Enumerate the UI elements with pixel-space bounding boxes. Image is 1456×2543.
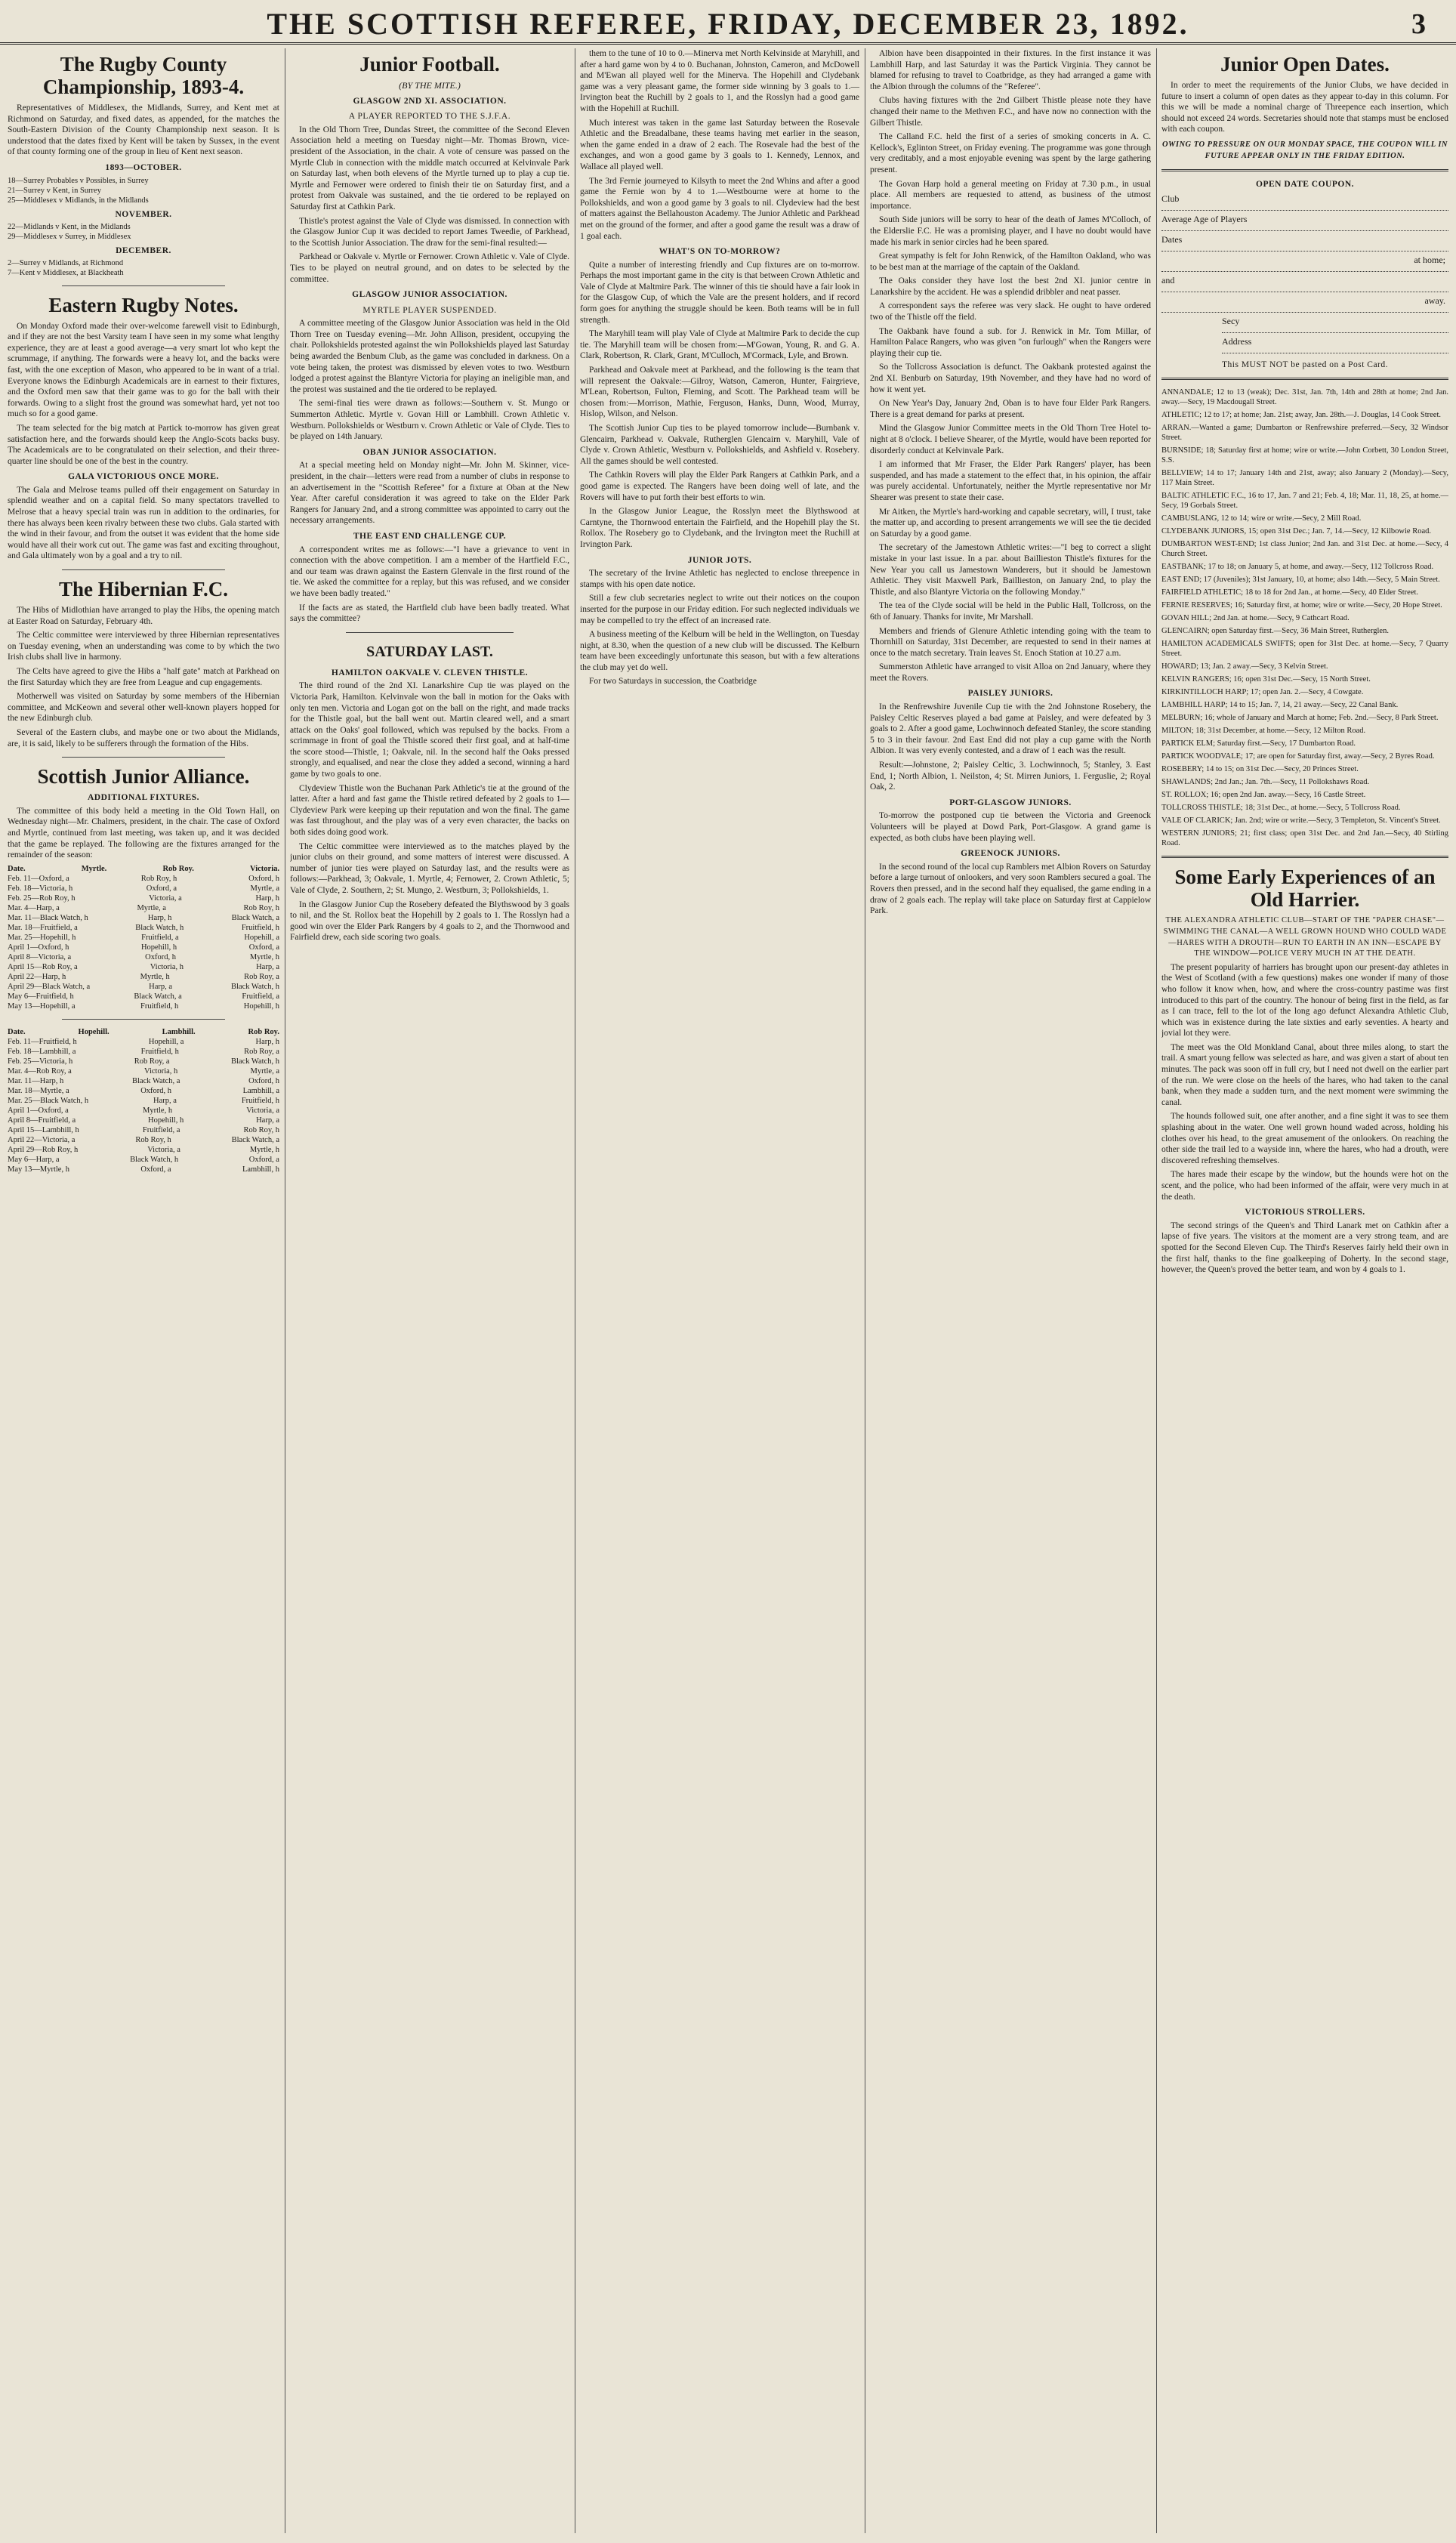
open-date-entry: KIRKINTILLOCH HARP; 17; open Jan. 2.—Secy, 4 Cowgate.: [1161, 688, 1364, 697]
fixtures-table-cell: Hopehill, h: [147, 1116, 184, 1125]
fixtures-table-cell: Mar. 25—Black Watch, h: [8, 1096, 89, 1105]
fixtures-table-header-cell: Date.: [8, 1027, 26, 1036]
coupon-field-age: Average Age of Players: [1161, 214, 1448, 231]
fixtures-table-cell: Myrtle, h: [249, 952, 279, 961]
article-paragraph: The committee of this body held a meeting in the Old Town Hall, on Wednesday night—Mr. Chalmers, president, in the chair. The case of Oxford and Myrtle, continued from last meeting, was taken up, and it was decided that the game be replayed. The following are the fixtures arranged for the remainder of the season:: [8, 806, 279, 860]
article-paragraph: I am informed that Mr Fraser, the Elder Park Rangers' player, has been suspended, and has made a statement to the effect that, in his opinion, the affair was purely accidental. Unfortunately, neither the Myrtle representative nor Mr Shearer was present to state their case.: [870, 460, 1151, 502]
divider: [1161, 378, 1448, 380]
column-rule: [1156, 48, 1157, 2533]
open-date-entry: WESTERN JUNIORS; 21; first class; open 31st Dec. and 2nd Jan.—Secy, 40 Stirling Road.: [1161, 829, 1448, 848]
fixtures-table-cell: Myrtle, h: [140, 972, 170, 981]
fixtures-table-row: [8, 1145, 279, 1155]
open-date-entry: BELLVIEW; 14 to 17; January 14th and 21st, away; also January 2 (Monday).—Secy, 117 Main Street.: [1161, 469, 1448, 488]
fixtures-table-cell: Rob Roy, h: [243, 1125, 279, 1134]
subheading: GALA VICTORIOUS ONCE MORE.: [68, 472, 219, 482]
open-dates-list: [1161, 387, 1448, 848]
fixtures-table-header-cell: Rob Roy.: [248, 1027, 279, 1036]
fixtures-table-row: [8, 1135, 279, 1145]
open-date-entry: KELVIN RANGERS; 16; open 31st Dec.—Secy, 15 North Street.: [1161, 675, 1371, 684]
divider: [62, 757, 225, 758]
article-paragraph: Parkhead or Oakvale v. Myrtle or Fernower. Crown Athletic v. Vale of Clyde. Ties to be played on neutral ground, and on dates to be selected by the committee.: [290, 252, 569, 284]
column-5: [1161, 48, 1448, 2533]
fixtures-table-row: [8, 1116, 279, 1125]
fixtures-table-row: [8, 1155, 279, 1165]
open-date-entry: MELBURN; 16; whole of January and March at home; Feb. 2nd.—Secy, 8 Park Street.: [1161, 714, 1439, 723]
fixtures-table-cell: April 1—Oxford, a: [8, 1106, 69, 1115]
alliance-fixtures-table-2: [8, 1027, 279, 1174]
fixture-month: NOVEMBER.: [115, 209, 172, 219]
fixtures-table-cell: Oxford, h: [248, 874, 279, 883]
article-paragraph: Parkhead and Oakvale meet at Parkhead, and the following is the team that will represent the Oakvale:—Gilroy, Watson, Cameron, Hunter, Fairgrieve, M'Lean, Robertson, Fulton, Fleming, and Scott. The Parkhead team will be chosen from:—Morrison, Mathie, Ferguson, Hanks, Dunn, Wood, Murray, Hislop, Wilson, and Nelson.: [580, 366, 859, 419]
fixtures-table-row: [8, 1106, 279, 1116]
fixture-line: 21—Surrey v Kent, in Surrey: [8, 186, 101, 195]
article-paragraph: Members and friends of Glenure Athletic intending going with the team to Thornhill on Saturday, 31st December, are requested to send in their names at once to the match secretary. Train leaves St. Enoch Station at 10.27 a.m.: [870, 626, 1151, 658]
fixture-line: 29—Middlesex v Surrey, in Middlesex: [8, 232, 131, 241]
fixtures-table-row: [8, 1165, 279, 1174]
fixture-line: 7—Kent v Middlesex, at Blackheath: [8, 268, 124, 277]
headline-old-harrier: Some Early Experiences of an Old Harrier.: [1174, 866, 1436, 912]
article-paragraph: Thistle's protest against the Vale of Clyde was dismissed. In connection with the Glasgow Junior Cup it was decided to report James Tweedie, of Parkhead, to the Scottish Junior Association. The draw for the semi-final resulted:—: [290, 216, 569, 248]
fixtures-table-header-cell: Date.: [8, 864, 26, 873]
article-paragraph: In the second round of the local cup Ramblers met Albion Rovers on Saturday before a large turnout of onlookers, and very soon Ramblers secured a goal. The Rovers then pressed, and in the second half they equalised, the game ending in a draw of 2 goals each. The replay will take place on Saturday first at Cappielow Park.: [870, 862, 1151, 916]
fixtures-table-cell: Fruitfield, a: [142, 1125, 180, 1134]
fixtures-table-cell: Rob Roy, h: [135, 1135, 171, 1144]
fixtures-table-cell: Fruitfield, a: [141, 933, 179, 942]
open-date-entry: EAST END; 17 (Juveniles); 31st January, 10, at home; also 14th.—Secy, 5 Main Street.: [1161, 576, 1440, 585]
fixtures-table-cell: Feb. 11—Fruitfield, h: [8, 1037, 77, 1046]
fixtures-table-header-cell: Rob Roy.: [162, 864, 194, 873]
article-paragraph: The Celts have agreed to give the Hibs a "half gate" match at Parkhead on the first Saturday which they are free from League and cup engagements.: [8, 667, 279, 687]
divider: [1161, 169, 1448, 171]
fixtures-table-cell: Feb. 18—Lambhill, a: [8, 1047, 76, 1056]
fixtures-table-cell: Oxford, h: [248, 1076, 279, 1085]
column-4: [870, 48, 1151, 2533]
subheading-port-glasgow: PORT-GLASGOW JUNIORS.: [949, 798, 1072, 807]
open-date-entry: CLYDEBANK JUNIORS, 15; open 31st Dec.; Jan. 7, 14.—Secy, 12 Kilbowie Road.: [1161, 527, 1431, 536]
fixtures-table-cell: Feb. 11—Oxford, a: [8, 874, 69, 883]
fixtures-table-cell: Rob Roy, a: [134, 1057, 170, 1066]
fixtures-table-cell: Rob Roy, a: [244, 1047, 279, 1056]
article-paragraph: Much interest was taken in the game last Saturday between the Rosevale Athletic and the Breadalbane, these teams having met earlier in the season, when the game ended in a draw of 2 each. The Rosevale had the best of the exchanges, and won a good game by 3 goals to 1. Kennedy, Lennox, and Wallace all played well.: [580, 118, 859, 171]
fixtures-table-cell: Feb. 25—Victoria, h: [8, 1057, 73, 1066]
article-paragraph: Summerston Athletic have arranged to visit Alloa on 2nd January, where they meet the Rovers.: [870, 662, 1151, 683]
fixtures-table-header: [8, 1027, 279, 1037]
article-paragraph: Mr Aitken, the Myrtle's hard-working and capable secretary, will, I trust, take the matter up, and according to present arrangements we will see the tie decided on Saturday by a good game.: [870, 507, 1151, 539]
fixtures-table-cell: Hopehill, h: [243, 1001, 279, 1011]
coupon-field-secy: Secy: [1222, 316, 1448, 333]
fixtures-table-cell: May 6—Fruitfield, h: [8, 992, 74, 1001]
notice: OWING TO PRESSURE ON OUR MONDAY SPACE, THE COUPON WILL IN FUTURE APPEAR ONLY IN THE FRIDAY EDITION.: [1161, 140, 1448, 160]
headline-eastern-rugby: Eastern Rugby Notes.: [48, 293, 239, 316]
fixtures-table-header-cell: Hopehill.: [78, 1027, 110, 1036]
open-date-entry: TOLLCROSS THISTLE; 18; 31st Dec., at home.—Secy, 5 Tollcross Road.: [1161, 804, 1401, 813]
article-paragraph: The Celtic committee were interviewed by three Hibernian representatives on Tuesday evening, when an understanding was come to by which the two Irish clubs shall live in harmony.: [8, 631, 279, 662]
subheading: GLASGOW 2ND XI. ASSOCIATION.: [353, 96, 507, 106]
fixtures-table-cell: May 6—Harp, a: [8, 1155, 60, 1164]
fixtures-table-row: [8, 1096, 279, 1106]
fixtures-table-cell: Oxford, a: [146, 884, 177, 893]
fixtures-table-cell: Victoria, a: [147, 1145, 180, 1154]
article-paragraph: If the facts are as stated, the Hartfield club have been badly treated. What says the committee?: [290, 603, 569, 624]
subheading-greenock: GREENOCK JUNIORS.: [961, 849, 1060, 859]
fixtures-table-cell: Harp, h: [255, 893, 279, 903]
fixtures-table-cell: Rob Roy, a: [244, 972, 279, 981]
fixtures-table-row: [8, 1047, 279, 1057]
fixture-line: 2—Surrey v Midlands, at Richmond: [8, 258, 124, 267]
alliance-fixtures-table: [8, 864, 279, 1011]
fixtures-table-row: [8, 913, 279, 923]
open-date-entry: MILTON; 18; 31st December, at home.—Secy, 12 Milton Road.: [1161, 727, 1366, 736]
open-date-entry: GOVAN HILL; 2nd Jan. at home.—Secy, 9 Cathcart Road.: [1161, 614, 1350, 623]
open-date-entry: EASTBANK; 17 to 18; on January 5, at home, and away.—Secy, 112 Tollcross Road.: [1161, 563, 1434, 572]
fixtures-table-cell: Myrtle, h: [249, 1145, 279, 1154]
article-paragraph: In the Old Thorn Tree, Dundas Street, the committee of the Second Eleven Association held a meeting on Tuesday night—Mr. Thomas Brown, vice-president of the Association, in the chair. A vote of censure was passed on the Myrtle Club in connection with the middle match occurred at Kelvinvale Park on Saturday last, when both elevens of the Myrtle turned up to play a cup tie. Myrtle and Fernower were ordered to finish their tie on Saturday first, and a protest from Oakvale was sustained, and the tie ordered to be replayed on Saturday first at Cathkin Park.: [290, 125, 569, 211]
article-paragraph: So the Tollcross Association is defunct. The Oakbank protested against the 2nd XI. Benburb on Saturday, 19th November, and they have had no word of how it went yet.: [870, 363, 1151, 394]
fixtures-table-row: [8, 982, 279, 992]
article-paragraph: Clydeview Thistle won the Buchanan Park Athletic's tie at the ground of the latter. After a hard and fast game the Thistle retired defeated by 2 goals to 1—Clydeview Park were keeping up their reputation and won the final. The game was fast throughout, and the play was of a very even character, the backs on both sides doing good work.: [290, 783, 569, 838]
fixtures-table-row: [8, 1057, 279, 1066]
fixtures-table-row: [8, 1001, 279, 1011]
article-paragraph: In the Glasgow Junior Cup the Rosebery defeated the Blythswood by 3 goals to nil, and the St. Rollox beat the Hopehill by 2 goals to 1. The Rosslyn had a good win over the Elder Park Rangers by 4 goals to 2, and the Thornwood and Fairfield drew, each side scoring two goals.: [290, 900, 569, 943]
coupon-field-home: at home;: [1161, 255, 1448, 272]
open-date-entry: ARRAN.—Wanted a game; Dumbarton or Renfrewshire preferred.—Secy, 32 Windsor Street.: [1161, 424, 1448, 443]
article-paragraph: The hounds followed suit, one after another, and a fine sight it was to see them splashing about in the water. One well grown hound waded across, holding his clothes over his head, to the great amusement of the onlookers. On reaching the other side the trail led to a wayside inn, where the hares, who had a drouth, were discovered refreshing themselves.: [1161, 1112, 1448, 1165]
subheading: OBAN JUNIOR ASSOCIATION.: [362, 447, 497, 457]
fixtures-table-cell: Oxford, h: [140, 1086, 172, 1095]
open-date-entry: PARTICK ELM; Saturday first.—Secy, 17 Dumbarton Road.: [1161, 739, 1356, 748]
fixtures-table-cell: Harp, a: [149, 982, 173, 991]
article-paragraph: The second strings of the Queen's and Third Lanark met on Cathkin after a lapse of five years. The visitors at the moment are a very strong team, and are spotted for the Second Eleven Cup. The Third's Reserves fairly held their own in the first half, thanks to the fine goalkeeping of Doherty. In the second stage, however, the Queen's proved the better team, and won by 4 goals to 1.: [1161, 1221, 1448, 1275]
fixtures-table-cell: April 8—Fruitfield, a: [8, 1116, 76, 1125]
article-paragraph: The secretary of the Jamestown Athletic writes:—"I beg to correct a slight mistake in your last issue. In a par. about Baillieston Thistle's fixtures for the New Year you call us Jamestown Wanderers, but it should be Jamestown Athletic. They visit Maxwell Park, Baillieston, on January 2nd, to play the Thistle, and also Blantyre Victoria on the following Monday.": [870, 543, 1151, 597]
fixtures-table-cell: Harp, h: [255, 1037, 279, 1046]
article-paragraph: The Scottish Junior Cup ties to be played tomorrow include—Burnbank v. Glencairn, Parkhead v. Oakvale, Rutherglen Glencairn v. Maryhill, Vale of Clyde v. Crown Athletic, Westburn v. Pollokshields, and Ashfield v. Rosebery. All the games should be well contested.: [580, 424, 859, 466]
article-paragraph: The Maryhill team will play Vale of Clyde at Maltmire Park to decide the cup tie. The Maryhill team will be chosen from:—M'Gowan, Young, R. and G. A. Clark, Robertson, R. Clark, Grant, M'Culloch, M'Cormack, Lyle, and Brown.: [580, 329, 859, 361]
fixtures-table-cell: Victoria, a: [149, 893, 182, 903]
fixture-line: 18—Surrey Probables v Possibles, in Surrey: [8, 176, 149, 185]
open-date-entry: LAMBHILL HARP; 14 to 15; Jan. 7, 14, 21 away.—Secy, 22 Canal Bank.: [1161, 701, 1399, 710]
article-paragraph: The meet was the Old Monkland Canal, about three miles along, to start the trail. A smart young fellow was selected as hare, and was given a start of about ten minutes. The pack was soon off in full cry, but I need not dwell on the earlier part of the run. We were close on the heels of the hares, who had taken to the canal bank, when they made a sudden turn, and the next moment were swimming the canal.: [1161, 1042, 1448, 1107]
fixtures-table-row: [8, 943, 279, 952]
fixtures-table-cell: Mar. 4—Rob Roy, a: [8, 1066, 72, 1076]
fixtures-table-row: [8, 923, 279, 933]
fixtures-table-cell: April 29—Black Watch, a: [8, 982, 91, 991]
article-paragraph: Great sympathy is felt for John Renwick, of the Hamilton Oakland, who was to be best man at the marriage of the captain of the Oakland.: [870, 252, 1151, 272]
article-subtitle: THE ALEXANDRA ATHLETIC CLUB—START OF THE "PAPER CHASE"—SWIMMING THE CANAL—A WELL GROWN HOUND WHO COULD WADE—HARES WITH A DROUTH—RUN TO EARTH IN AN INN—ESCAPE BY THE WINDOW—POLICE VERY MUCH IN AT THE DEATH.: [1163, 916, 1447, 958]
fixtures-table-cell: Myrtle, a: [137, 903, 166, 912]
open-date-entry: ANNANDALE; 12 to 13 (weak); Dec. 31st, Jan. 7th, 14th and 28th at home; 2nd Jan. away.—Secy, 19 Macdougall Street.: [1161, 388, 1448, 407]
fixtures-table-cell: April 22—Victoria, a: [8, 1135, 76, 1144]
fixtures-table-header-cell: Lambhill.: [162, 1027, 196, 1036]
article-paragraph: Clubs having fixtures with the 2nd Gilbert Thistle please note they have changed their name to the Methven F.C., and have now no connection with the Gilbert Thistle.: [870, 96, 1151, 128]
fixtures-table-header-cell: Victoria.: [250, 864, 279, 873]
newspaper-title: THE SCOTTISH REFEREE, FRIDAY, DECEMBER 23, 1892.: [267, 7, 1189, 41]
fixtures-table-header: [8, 864, 279, 874]
article-paragraph: South Side juniors will be sorry to hear of the death of James M'Colloch, of the Elderslie F.C. He was a promising player, and I have no doubt would have made his mark in senior circles had he been spared.: [870, 215, 1151, 247]
fixtures-table-cell: Victoria, a: [246, 1106, 279, 1115]
fixtures-table-row: [8, 1037, 279, 1047]
fixtures-table-cell: May 13—Hopehill, a: [8, 1001, 76, 1011]
article-paragraph: Several of the Eastern clubs, and maybe one or two about the Midlands, are, it is said, likely to be sufferers through the formation of the Hibs.: [8, 727, 279, 748]
article-paragraph: The tea of the Clyde social will be held in the Public Hall, Tollcross, on the 6th of January. Thanks for invite, Mr Marshall.: [870, 601, 1151, 622]
article-paragraph: The Gala and Melrose teams pulled off their engagement on Saturday in splendid weather and on a capital field. So many spectators travelled to Melrose that a heavy special train was run in addition to the ordinaries, for there has always been keen rivalry between these two clubs. Gala started with the wind in their favour, and from the outset it was evident that the home side would have all their work cut out. The game was fast and exciting throughout, and Gala ultimately won by a goal and a try to nil.: [8, 485, 279, 561]
fixture-line: 22—Midlands v Kent, in the Midlands: [8, 222, 131, 231]
article-paragraph: Result:—Johnstone, 2; Paisley Celtic, 3. Lochwinnoch, 5; Stanley, 3. East End, 1; North Albion, 1. Neilston, 4; St. Mirren Juniors, 1. Ferguslie, 2; Royal Oak, 2.: [870, 761, 1151, 792]
fixtures-table-cell: Hopehill, a: [148, 1037, 184, 1046]
fixtures-table-cell: Fruitfield, h: [140, 1047, 179, 1056]
subheading-paisley: PAISLEY JUNIORS.: [967, 689, 1053, 699]
fixtures-table-cell: Black Watch, h: [231, 982, 279, 991]
fixtures-table-row: [8, 952, 279, 962]
article-paragraph: On Monday Oxford made their over-welcome farewell visit to Edinburgh, and if they are not the best Varsity team I have seen in my some what lengthy experience, they are at least a good average—a very smart lot who kept the scrummage, if anything. The forwards were a heavy lot, and the backs were fast, with the one exception of Mason, who appeared to be in want of a trial. Everyone knows the Edinburgh Academicals are in earnest to their fixtures, and the Oxford men saw that their game was to go for the ball with their forwards. Owing to a slight frost the ground was somewhat hard, yet not too much so for a good game.: [8, 321, 279, 419]
fixtures-table-cell: Lambhill, a: [242, 1086, 279, 1095]
article-paragraph: The third round of the 2nd XI. Lanarkshire Cup tie was played on the Victoria Park, Hamilton. Kelvinvale won the ball in motion for the Oaks with only ten men. Victoria and Logan got on the ball on the right, and made tracks for the Thistle goal, but the ball went out. Martin cleared well, and a smart attack on the Oaks' goal followed, which was repulsed by the backs. From a scrimmage in front of goal the Thistle scored their first goal, and at half-time the score stood—Thistle, 1; Oakvale, nil. In the second half the Oaks pressed strongly, and equalised, and near the close they added a second, winning a hard game by two goals to one.: [290, 681, 569, 779]
divider: [62, 285, 225, 286]
headline-junior-alliance: Scottish Junior Alliance.: [37, 765, 250, 789]
fixtures-table-cell: Black Watch, h: [135, 923, 184, 932]
divider: [346, 632, 514, 633]
fixtures-table-cell: Myrtle, a: [250, 1066, 279, 1076]
fixtures-table-cell: Rob Roy, h: [243, 903, 279, 912]
fixtures-table-cell: May 13—Myrtle, h: [8, 1165, 69, 1174]
article-paragraph: On New Year's Day, January 2nd, Oban is to have four Elder Park Rangers. There is a great demand for parks at present.: [870, 399, 1151, 419]
article-paragraph: Albion have been disappointed in their fixtures. In the first instance it was Lambhill Harp, and last Saturday it was the Partick Virginia. They cannot be blamed for refusing to travel to Coatbridge, as they had arranged a game with the Albion through the columns of the "Referee".: [870, 49, 1151, 91]
open-date-entry: SHAWLANDS; 2nd Jan.; Jan. 7th.—Secy, 11 Pollokshaws Road.: [1161, 778, 1370, 787]
open-date-entry: VALE OF CLARICK; Jan. 2nd; wire or write.—Secy, 3 Templeton, St. Vincent's Street.: [1161, 816, 1441, 826]
column-2: [290, 48, 569, 2533]
article-paragraph: The Oakbank have found a sub. for J. Renwick in Mr. Tom Millar, of Hamilton Palace Rangers, who was given "on furlough" when the Rangers were playing their cup tie.: [870, 326, 1151, 358]
subheading: A PLAYER REPORTED TO THE S.J.F.A.: [348, 112, 511, 122]
fixtures-table-header-cell: Myrtle.: [81, 864, 107, 873]
open-date-entry: ATHLETIC; 12 to 17; at home; Jan. 21st; away, Jan. 28th.—J. Douglas, 14 Cook Street.: [1161, 411, 1441, 420]
fixtures-table-cell: Hopehill, a: [244, 933, 279, 942]
fixtures-table-cell: Harp, h: [147, 913, 172, 922]
fixtures-table-cell: April 22—Harp, h: [8, 972, 66, 981]
fixtures-table-cell: Hopehill, h: [140, 943, 177, 952]
article-paragraph: them to the tune of 10 to 0.—Minerva met North Kelvinside at Maryhill, and after a hard game won by 4 to 0. Buchanan, Johnston, Cameron, and McDowell and M'Ewan all played well for the Minerva. The Hopehill and Clydebank game was a very pleasant game, the former side winning by 3 goals to 1.—Irvington beat the Ruchill by 2 goals to 1, and the Rosslyn had a good game with the Hopehill at Ruchill.: [580, 49, 859, 113]
article-paragraph: In the Renfrewshire Juvenile Cup tie with the 2nd Johnstone Rosebery, the Paisley Celtic Reserves played a bad game at Paisley, and were defeated by 3 goals to 2. After a good game, Lochwinnoch defeated Stanley, the score standing 5 to 3 in their favour. 2nd East End did not play a cup game with the North Albion. It was very evenly contested, and a draw of 1 each was the result.: [870, 702, 1151, 756]
open-date-coupon: [1161, 193, 1448, 353]
article-paragraph: At a special meeting held on Monday night—Mr. John M. Skinner, vice-president, in the chair—letters were read from a number of clubs in response to an advertisement in the "Scottish Referee" for a fixture at Oban at the New Year. After careful consideration it was agreed to take on the Elder Park Rangers for January 2nd, and a strong committee was appointed to carry out the necessary arrangements.: [290, 461, 569, 526]
fixtures-table-cell: Black Watch, h: [231, 1057, 279, 1066]
open-date-entry: DUMBARTON WEST-END; 1st class Junior; 2nd Jan. and 31st Dec. at home.—Secy, 4 Church Street.: [1161, 540, 1448, 559]
fixtures-table-row: [8, 992, 279, 1001]
fixture-month: DECEMBER.: [116, 245, 171, 255]
fixtures-table-cell: Mar. 18—Myrtle, a: [8, 1086, 69, 1095]
masthead: [0, 0, 1456, 45]
fixtures-heading: 1893—OCTOBER.: [105, 162, 182, 172]
fixtures-table-cell: Black Watch, a: [134, 992, 182, 1001]
article-paragraph: In order to meet the requirements of the Junior Clubs, we have decided in future to insert a column of open dates as they appear to-day in this column. For this we will be made a nominal charge of Threepence each insertion, which should not exceed 24 words. Secretaries should note that stamps must be enclosed with each coupon.: [1161, 81, 1448, 134]
article-paragraph: Representatives of Middlesex, the Midlands, Surrey, and Kent met at Richmond on Saturday, and fixed dates, as appended, for the matches the South-Eastern Division of the County Championship next season. It is understood that the dates fixed by Kent will be taken by Sussex, in the event of that county forming one of the group in lieu of Kent next season.: [8, 103, 279, 157]
subheading: HAMILTON OAKVALE V. CLEVEN THISTLE.: [331, 668, 529, 677]
coupon-field-away: away.: [1161, 295, 1448, 313]
fixtures-table-row: [8, 972, 279, 982]
headline-saturday-last: SATURDAY LAST.: [366, 643, 493, 660]
fixtures-table-row: [8, 903, 279, 913]
fixtures-table-cell: Fruitfield, h: [241, 923, 279, 932]
fixtures-table-row: [8, 1066, 279, 1076]
coupon-field-club: Club: [1161, 193, 1448, 211]
coupon-field-address: Address: [1222, 336, 1448, 353]
fixtures-table-cell: Fruitfield, a: [242, 992, 279, 1001]
headline-hibernian: The Hibernian F.C.: [58, 578, 229, 601]
fixtures-table-cell: Black Watch, a: [231, 913, 279, 922]
open-date-entry: GLENCAIRN; open Saturday first.—Secy, 36 Main Street, Rutherglen.: [1161, 627, 1389, 636]
fixtures-table-row: [8, 1086, 279, 1096]
subheading-junior-jots: JUNIOR JOTS.: [687, 555, 752, 565]
article-paragraph: A committee meeting of the Glasgow Junior Association was held in the Old Thorn Tree on Tuesday evening—Mr. John Allison, president, occupying the chair. Pollokshields protested against the win Pollokshields played last Saturday being awarded the Benbum Club, as the game was concluded in darkness. On a vote being taken, the protest was dismissed by eleven votes to two. Westburn lodged a protest against the Blantyre Victoria for playing an ineligible man, and the protest was sustained and the tie ordered to be replayed.: [290, 319, 569, 394]
fixtures-table-cell: Myrtle, a: [250, 884, 279, 893]
fixtures-table-cell: April 1—Oxford, h: [8, 943, 69, 952]
headline-rugby-county: The Rugby County Championship, 1893-4.: [42, 53, 245, 98]
fixtures-table-cell: Oxford, a: [248, 1155, 279, 1164]
fixtures-table-cell: Mar. 4—Harp, a: [8, 903, 60, 912]
open-date-entry: BALTIC ATHLETIC F.C., 16 to 17, Jan. 7 and 21; Feb. 4, 18; Mar. 11, 18, 25, at home.—Secy, 19 Gorbals Street.: [1161, 492, 1448, 511]
subheading: THE EAST END CHALLENGE CUP.: [353, 531, 507, 541]
column-1: [8, 48, 279, 2533]
fixtures-table-row: [8, 962, 279, 972]
open-date-entry: ROSEBERY; 14 to 15; on 31st Dec.—Secy, 20 Princes Street.: [1161, 765, 1359, 774]
fixtures-table-row: [8, 874, 279, 884]
divider: [62, 569, 225, 570]
open-date-entry: FERNIE RESERVES; 16; Saturday first, at home; wire or write.—Secy, 20 Hope Street.: [1161, 601, 1442, 610]
column-3: [580, 48, 859, 2533]
coupon-field-and: and: [1161, 275, 1448, 292]
open-date-entry: HOWARD; 13; Jan. 2 away.—Secy, 3 Kelvin Street.: [1161, 662, 1328, 671]
divider: [62, 1019, 225, 1020]
open-date-entry: PARTICK WOODVALE; 17; are open for Saturday first, away.—Secy, 2 Byres Road.: [1161, 752, 1435, 761]
fixtures-table-cell: Mar. 18—Fruitfield, a: [8, 923, 78, 932]
fixtures-table-cell: Victoria, h: [144, 1066, 178, 1076]
fixtures-table-cell: Black Watch, a: [132, 1076, 180, 1085]
fixtures-table-cell: Fruitfield, h: [140, 1001, 179, 1011]
article-paragraph: The secretary of the Irvine Athletic has neglected to enclose threepence in stamps with his open date notice.: [580, 569, 859, 589]
fixtures-table-row: [8, 1125, 279, 1135]
article-paragraph: The Cathkin Rovers will play the Elder Park Rangers at Cathkin Park, and a good game is expected. The Rangers have been doing well of late, and the Rovers will have to put forth their best efforts to win.: [580, 471, 859, 502]
article-paragraph: The Oaks consider they have lost the best 2nd XI. junior centre in Lanarkshire by the accident. He was a splendid dribbler and neat passer.: [870, 276, 1151, 297]
fixtures-table-cell: Victoria, h: [150, 962, 184, 971]
subheading-whats-on: WHAT'S ON TO-MORROW?: [659, 247, 781, 257]
article-paragraph: A correspondent writes me as follows:—"I have a grievance to vent in connection with the above competition. I am a member of the Hartfield F.C., and our team was drawn against the Eastern Glenvale in the first round of the tie. We asked the committee for a replay, but this was refused, and we consider we have been badly treated.": [290, 545, 569, 598]
coupon-heading: OPEN DATE COUPON.: [1256, 180, 1354, 190]
fixtures-table-cell: Mar. 25—Hopehill, h: [8, 933, 76, 942]
fixtures-table-cell: April 8—Victoria, a: [8, 952, 72, 961]
open-date-entry: BURNSIDE; 18; Saturday first at home; wire or write.—John Corbett, 30 London Street, S.S.: [1161, 446, 1448, 465]
article-paragraph: The Govan Harp hold a general meeting on Friday at 7.30 p.m., in usual place. All members are requested to attend, as business of the utmost importance.: [870, 179, 1151, 211]
fixtures-table-cell: Myrtle, h: [143, 1106, 173, 1115]
article-paragraph: Mind the Glasgow Junior Committee meets in the Old Thorn Tree Hotel to-night at 8 o'clock. I believe Shearer, of the Myrtle, would have been reported for disorderly conduct at Kelvinvale Park.: [870, 424, 1151, 455]
fixtures-table-cell: Oxford, a: [140, 1165, 171, 1174]
article-paragraph: In the Glasgow Junior League, the Rosslyn meet the Blythswood at Carntyne, the Thornwood entertain the Fairfield, and the Hopehill play the St. Rollox. The Rosebery go to Clydebank, and the Irvington meet the Ruchill at Irvington Park.: [580, 507, 859, 549]
article-paragraph: Still a few club secretaries neglect to write out their notices on the coupon inserted for the purpose in our Friday edition. For such neglected individuals we may be compelled to try the effect of an increased rate.: [580, 594, 859, 625]
fixtures-table-cell: Black Watch, a: [231, 1135, 279, 1144]
subheading: MYRTLE PLAYER SUSPENDED.: [362, 305, 497, 315]
divider: [1161, 856, 1448, 858]
fixtures-table-cell: Black Watch, h: [130, 1155, 179, 1164]
fixtures-table-cell: Mar. 11—Black Watch, h: [8, 913, 88, 922]
article-paragraph: The hares made their escape by the window, but the hounds were hot on the scent, and the police, who had been informed of the affair, were very much in at the death.: [1161, 1170, 1448, 1202]
fixtures-table-cell: Rob Roy, h: [140, 874, 177, 883]
fixtures-table-cell: April 15—Rob Roy, a: [8, 962, 78, 971]
fixtures-table-row: [8, 884, 279, 893]
article-paragraph: The team selected for the big match at Partick to-morrow has given great satisfaction here, and the forwards should keep the Anglo-Scots backs busy. The Academicals are to be congratulated on their selection, and their three-quarter line should be one of the best in the country.: [8, 423, 279, 466]
article-paragraph: To-morrow the postponed cup tie between the Victoria and Greenock Volunteers will be played at Dowd Park, Port-Glasgow. A grand game is expected, as both clubs have been playing well.: [870, 811, 1151, 843]
fixtures-table-cell: Feb. 25—Rob Roy, h: [8, 893, 76, 903]
article-paragraph: The 3rd Fernie journeyed to Kilsyth to meet the 2nd Whins and after a good game the Fernie won by 4 to 1.—Westbourne were at home to the Pollokshields, and won a good game by 3 goals to nil. Clydeview had the best of matters against the Bellahouston Academy. The Junior Athletic and Parkhead met on the ground of the former, and after a good game the result was a draw of 1 goal each.: [580, 176, 859, 241]
open-date-entry: ST. ROLLOX; 16; open 2nd Jan. away.—Secy, 16 Castle Street.: [1161, 791, 1366, 800]
subheading: ADDITIONAL FIXTURES.: [87, 793, 200, 803]
fixtures-table-cell: April 15—Lambhill, h: [8, 1125, 79, 1134]
rugby-fixtures-list: [8, 176, 279, 278]
article-paragraph: The present popularity of harriers has brought upon our present-day athletes in the West of Scotland (with a few questions) makes one wonder if many of those who follow it know when, how, and where the cross-country pastime was first introduced to this part of the country. The honour of being first in the field, as far as I can trace, fell to the lot of the long ago defunct Alexandra Athletic Club, which was in existence during the late sixties and early seventies. A hearty and jovial lot they were.: [1161, 962, 1448, 1038]
fixtures-table-cell: April 29—Rob Roy, h: [8, 1145, 79, 1154]
fixtures-table-row: [8, 933, 279, 943]
article-paragraph: Quite a number of interesting friendly and Cup fixtures are on to-morrow. Perhaps the most important game in the city is that between Crown Athletic and Vale of Clyde at Maltmire Park. The winner of this tie should have a fair look in for the Glasgow Cup, of which the Vale are the present holders, and if record form goes for anything the struggle should be keen. Both teams will be in full strength.: [580, 260, 859, 325]
article-paragraph: A correspondent says the referee was very slack. He ought to have ordered two of the Thistle off the field.: [870, 301, 1151, 323]
fixtures-table-cell: Harp, a: [153, 1096, 177, 1105]
article-paragraph: The Celtic committee were interviewed as to the matches played by the junior clubs on their ground, and some matters of interest were discussed. A number of junior ties were played on Saturday last, and the results were as follows:—Parkhead, 3; Oakvale, 1. Myrtle, 4; Fernower, 2. Crown Athletic, 5; Vale of Clyde, 2. Southern, 2; St. Mungo, 2. Westburn, 3; Pollokshields, 1.: [290, 841, 569, 895]
headline-junior-football: Junior Football.: [359, 53, 500, 76]
fixtures-table-cell: Mar. 11—Harp, h: [8, 1076, 64, 1085]
subheading-strollers: VICTORIOUS STROLLERS.: [1245, 1208, 1365, 1217]
fixtures-table-cell: Harp, a: [256, 962, 279, 971]
fixture-line: 25—Middlesex v Midlands, in the Midlands: [8, 196, 149, 205]
open-date-entry: FAIRFIELD ATHLETIC; 18 to 18 for 2nd Jan., at home.—Secy, 40 Elder Street.: [1161, 588, 1419, 597]
fixtures-table-cell: Oxford, a: [248, 943, 279, 952]
byline: (BY THE MITE.): [399, 80, 461, 91]
fixtures-table-cell: Oxford, h: [145, 952, 176, 961]
fixtures-table-row: [8, 1076, 279, 1086]
article-paragraph: For two Saturdays in succession, the Coatbridge: [589, 677, 757, 687]
article-paragraph: Motherwell was visited on Saturday by some members of the Hibernian committee, and McKeown and several other well-known players hopped for the new Edinburgh club.: [8, 692, 279, 724]
fixtures-table-cell: Fruitfield, h: [241, 1096, 279, 1105]
headline-junior-open-dates: Junior Open Dates.: [1220, 53, 1390, 76]
article-paragraph: The semi-final ties were drawn as follows:—Southern v. St. Mungo or Summerton Athletic. Myrtle v. Govan Hill or Lambhill. Crown Athletic v. Westburn. Pollokshields or Westburn v. Crown Athletic or Vale of Clyde. Ties to be played on 14th January.: [290, 399, 569, 442]
page-number: 3: [1411, 8, 1426, 40]
fixtures-table-cell: Lambhill, h: [242, 1165, 279, 1174]
article-paragraph: The Hibs of Midlothian have arranged to play the Hibs, the opening match at Easter Road on Saturday, February 4th.: [8, 606, 279, 626]
open-date-entry: HAMILTON ACADEMICALS SWIFTS; open for 31st Dec. at home.—Secy, 7 Quarry Street.: [1161, 640, 1448, 659]
fixtures-table-cell: Feb. 18—Victoria, h: [8, 884, 73, 893]
coupon-note: This MUST NOT be pasted on a Post Card.: [1222, 360, 1388, 369]
fixtures-table-row: [8, 893, 279, 903]
fixtures-table-cell: Harp, a: [256, 1116, 279, 1125]
subheading: GLASGOW JUNIOR ASSOCIATION.: [352, 290, 507, 300]
article-paragraph: A business meeting of the Kelburn will be held in the Wellington, on Tuesday night, at 8.30, when the question of a new club will be discussed. The Kelburn team have been exceedingly unfortunate this season, but with a few alterations the club may yet do well.: [580, 630, 859, 672]
open-date-entry: CAMBUSLANG, 12 to 14; wire or write.—Secy, 2 Mill Road.: [1161, 514, 1362, 523]
article-paragraph: The Calland F.C. held the first of a series of smoking concerts in A. C. Kellock's, Eglinton Street, on Friday evening. The programme was gone through very creditably, and a most enjoyable evening was spent by the large gathering present.: [870, 132, 1151, 174]
coupon-field-dates: Dates: [1161, 234, 1448, 252]
